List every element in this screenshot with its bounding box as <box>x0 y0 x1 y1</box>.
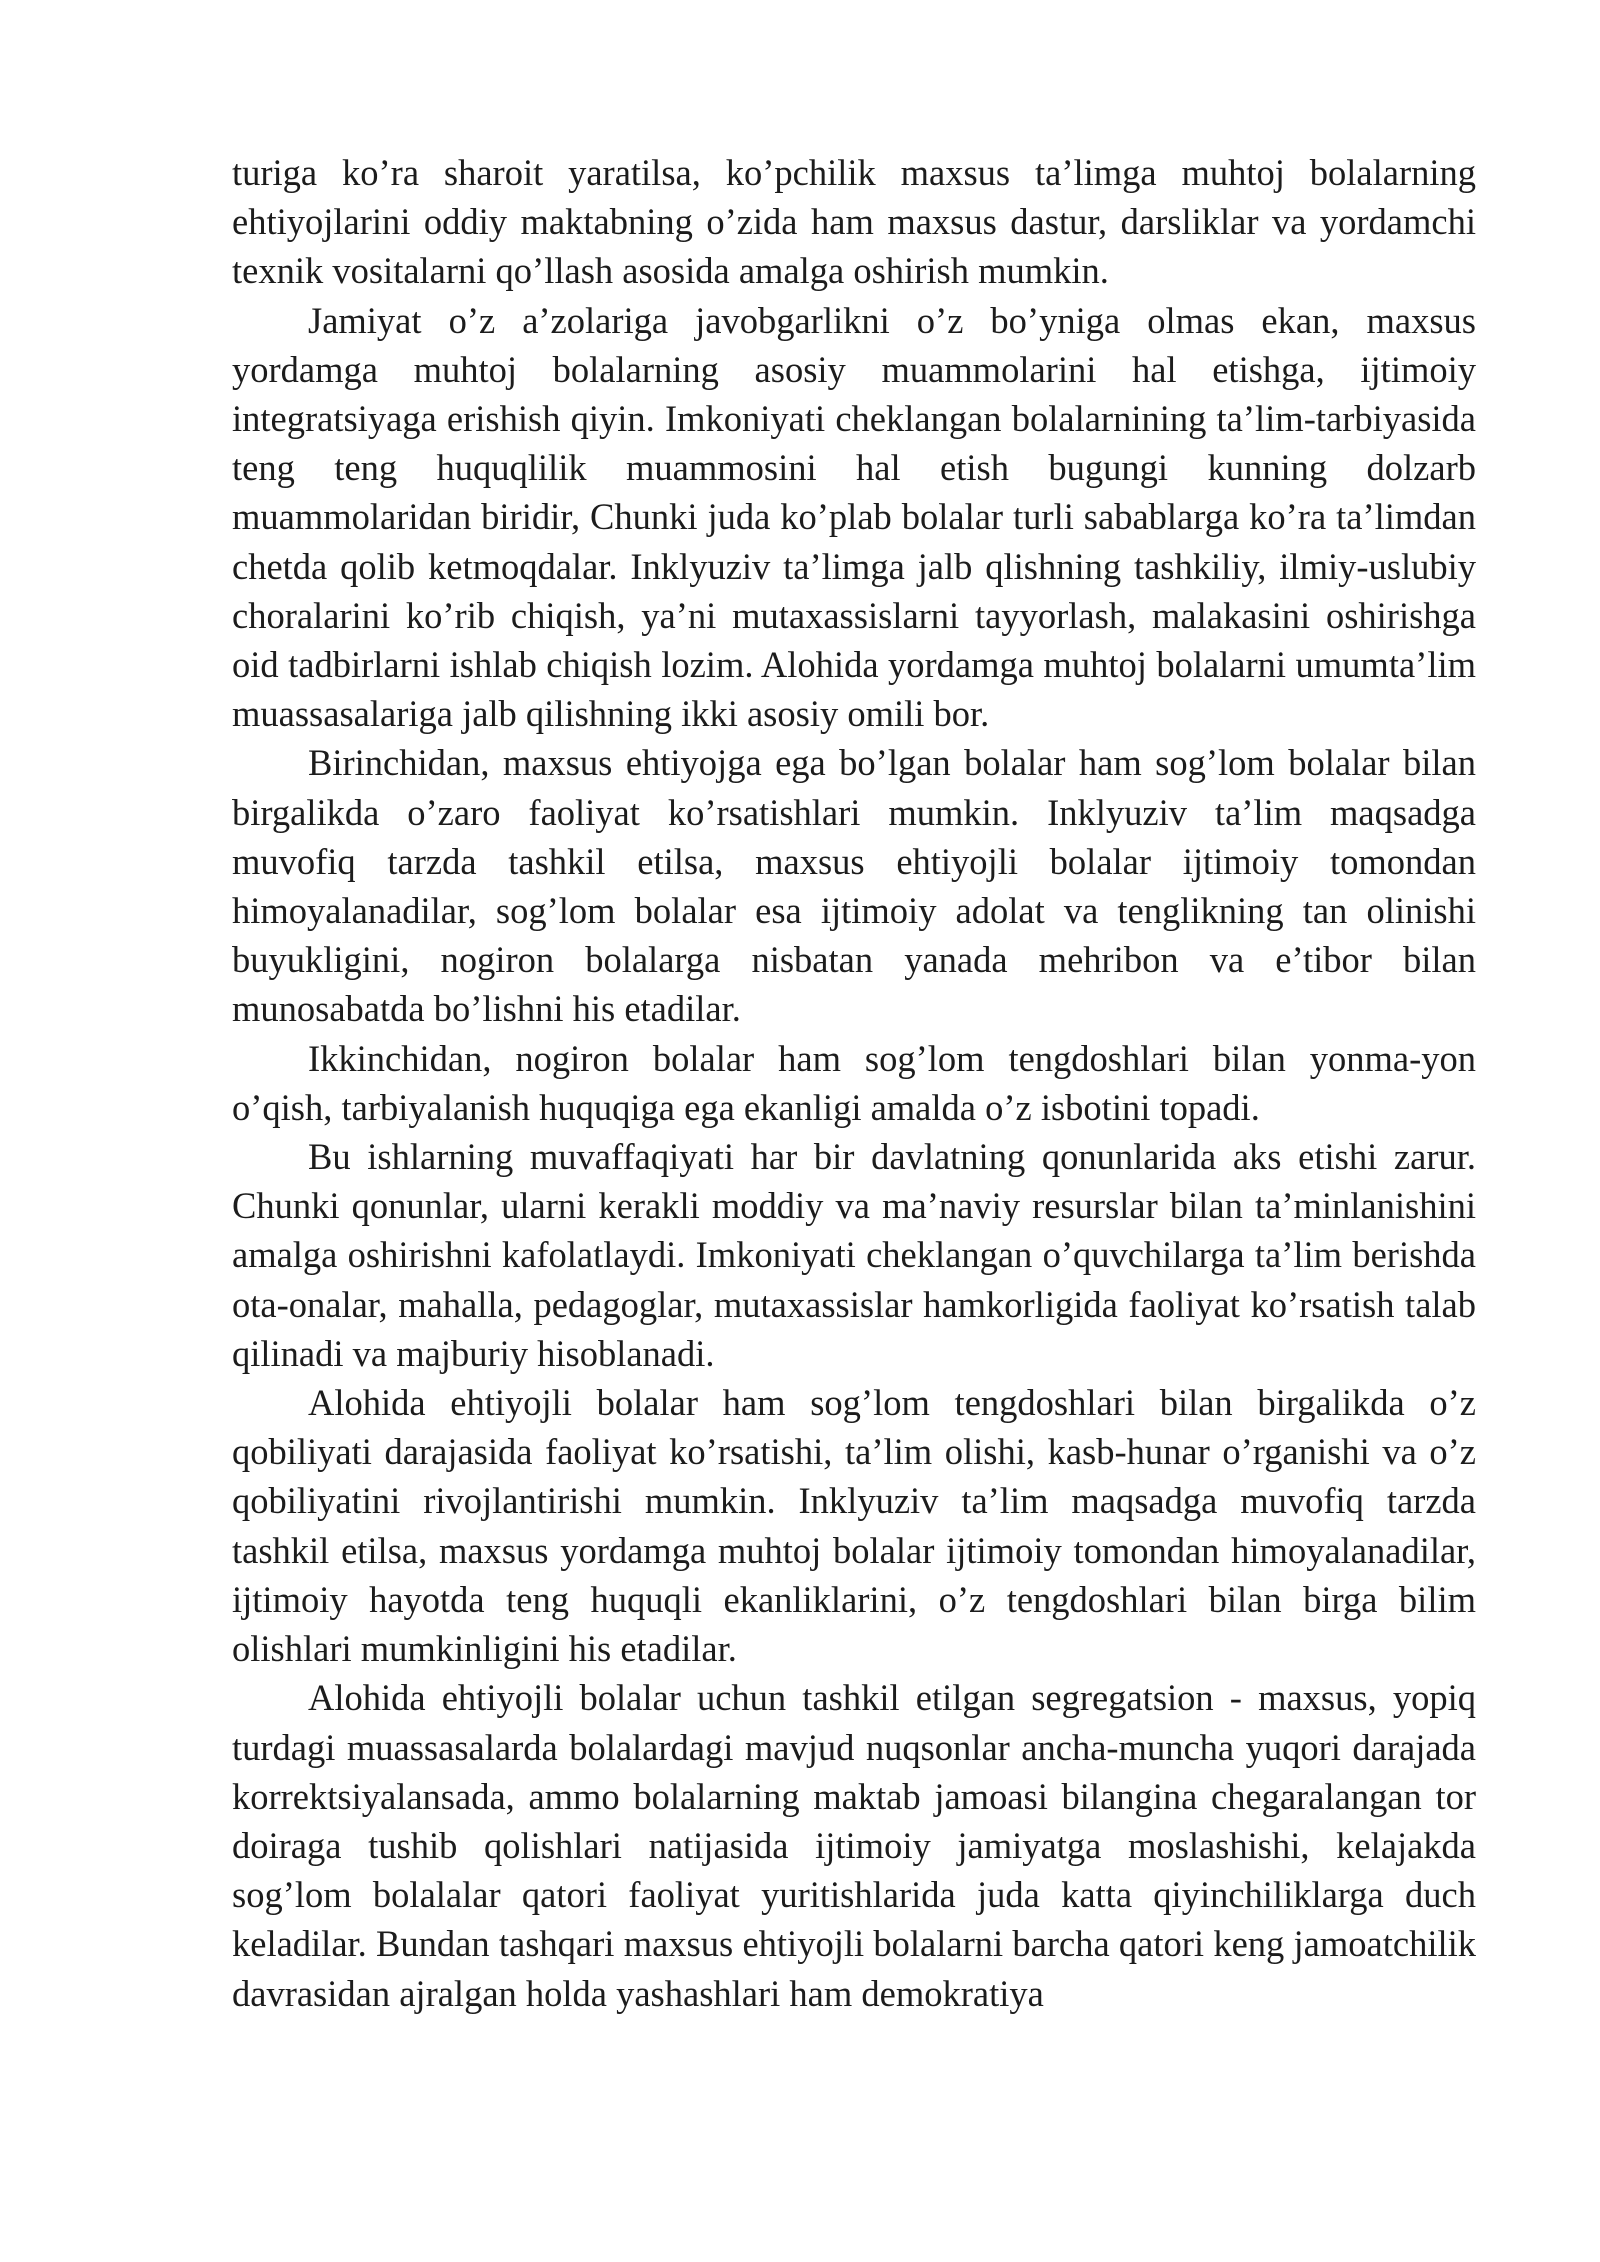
paragraph-4: Ikkinchidan, nogiron bolalar ham sog’lom tengdoshlari bilan yonma-yon o’qish, tarbiyalanish huquqiga ega ekanligi amalda o’z isbotini topadi. <box>232 1037 1476 1128</box>
paragraph-7: Alohida ehtiyojli bolalar uchun tashkil etilgan segregatsion - maxsus, yopiq turdagi muassasalarda bolalardagi mavjud nuqsonlar ancha-muncha yuqori darajada korrektsiyalansada, ammo bolalarning maktab jamoasi bilangina chegaralangan tor doiraga tushib qolishlari natijasida ijtimoiy jamiyatga moslashishi, kelajakda sog’lom bolalalar qatori faoliyat yuritishlarida juda katta qiyinchiliklarga duch keladilar. Bundan tashqari maxsus ehtiyojli bolalarni barcha qatori keng jamoatchilik davrasidan ajralgan holda yashashlari ham demokratiya <box>232 1677 1476 2014</box>
document-page <box>232 148 1476 2018</box>
paragraph-5: Bu ishlarning muvaffaqiyati har bir davlatning qonunlarida aks etishi zarur. Chunki qonunlar, ularni kerakli moddiy va ma’naviy resurslar bilan ta’minlanishini amalga oshirishni kafolatlaydi. Imkoniyati cheklangan o’quvchilarga ta’lim berishda ota-onalar, mahalla, pedagoglar, mutaxassislar hamkorligida faoliyat ko’rsatish talab qilinadi va majburiy hisoblanadi. <box>232 1136 1476 1374</box>
paragraph-3: Birinchidan, maxsus ehtiyojga ega bo’lgan bolalar ham sog’lom bolalar bilan birgalikda o’zaro faoliyat ko’rsatishlari mumkin. Inklyuziv ta’lim maqsadga muvofiq tarzda tashkil etilsa, maxsus ehtiyojli bolalar ijtimoiy tomondan himoyalanadilar, sog’lom bolalar esa ijtimoiy adolat va tenglikning tan olinishi buyukligini, nogiron bolalarga nisbatan yanada mehribon va e’tibor bilan munosabatda bo’lishni his etadilar. <box>232 742 1476 1030</box>
paragraph-2: Jamiyat o’z a’zolariga javobgarlikni o’z bo’yniga olmas ekan, maxsus yordamga muhtoj bolalarning asosiy muammolarini hal etishga, ijtimoiy integratsiyaga erishish qiyin. Imkoniyati cheklangan bolalarnining ta’lim-tarbiyasida teng teng huquqlilik muammosini hal etish bugungi kunning dolzarb muammolaridan biridir, Chunki juda ko’plab bolalar turli sabablarga ko’ra ta’limdan chetda qolib ketmoqdalar. Inklyuziv ta’limga jalb qlishning tashkiliy, ilmiy-uslubiy choralarini ko’rib chiqish, ya’ni mutaxassislarni tayyorlash, malakasini oshirishga oid tadbirlarni ishlab chiqish lozim. Alohida yordamga muhtoj bolalarni umumta’lim muassasalariga jalb qilishning ikki asosiy omili bor. <box>232 299 1476 735</box>
paragraph-1: turiga ko’ra sharoit yaratilsa, ko’pchilik maxsus ta’limga muhtoj bolalarning ehtiyojlarini oddiy maktabning o’zida ham maxsus dastur, darsliklar va yordamchi texnik vositalarni qo’llash asosida amalga oshirish mumkin. <box>232 152 1476 292</box>
paragraph-6: Alohida ehtiyojli bolalar ham sog’lom tengdoshlari bilan birgalikda o’z qobiliyati darajasida faoliyat ko’rsatishi, ta’lim olishi, kasb-hunar o’rganishi va o’z qobiliyatini rivojlantirishi mumkin. Inklyuziv ta’lim maqsadga muvofiq tarzda tashkil etilsa, maxsus yordamga muhtoj bolalar ijtimoiy tomondan himoyalanadilar, ijtimoiy hayotda teng huquqli ekanliklarini, o’z tengdoshlari bilan birga bilim olishlari mumkinligini his etadilar. <box>232 1382 1476 1670</box>
